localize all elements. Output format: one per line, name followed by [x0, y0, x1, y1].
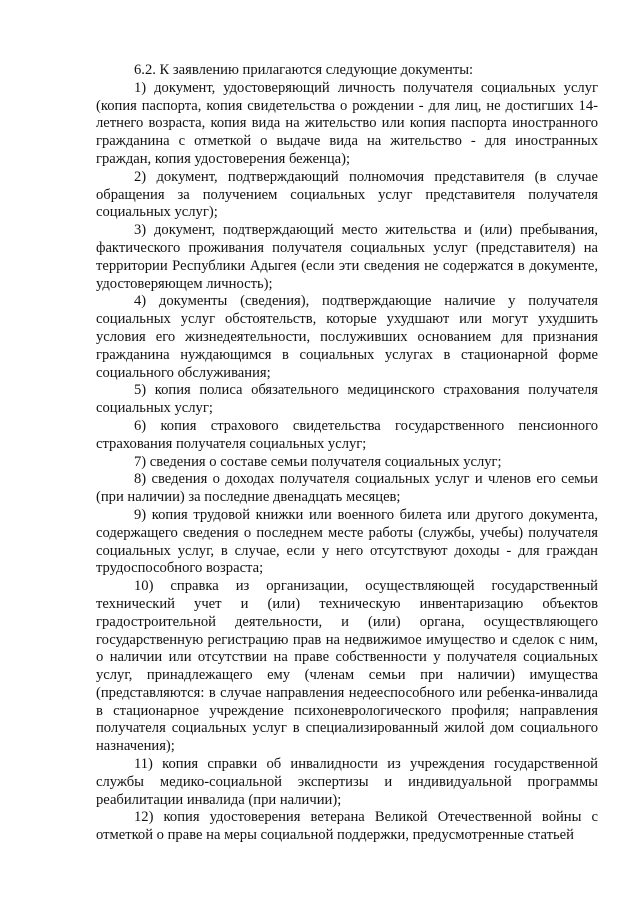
list-item: 5) копия полиса обязательного медицинского страхования получателя социальных услуг;	[96, 382, 598, 417]
list-item: 9) копия трудовой книжки или военного билета или другого документа, содержащего сведения о последнем месте работы (службы, учебы) получателя социальных услуг, в случае, если у него отсутствуют доходы - для граждан трудоспособного возраста;	[96, 506, 598, 577]
document-page	[96, 62, 598, 845]
section-heading: 6.2. К заявлению прилагаются следующие документы:	[134, 62, 474, 78]
list-item: 6) копия страхового свидетельства государственного пенсионного страхования получателя социальных услуг;	[96, 417, 598, 452]
list-item: 2) документ, подтверждающий полномочия представителя (в случае обращения за получением социальных услуг представителя получателя социальных услуг);	[96, 168, 598, 221]
list-item: 7) сведения о составе семьи получателя социальных услуг;	[134, 453, 502, 470]
list-item: 11) копия справки об инвалидности из учреждения государственной службы медико-социальной экспертизы и индивидуальной программы реабилитации инвалида (при наличии);	[96, 756, 598, 808]
list-item: 4) документы (сведения), подтверждающие наличие у получателя социальных услуг обстоятельств, которые ухудшают или могут ухудшить условия его жизнедеятельности, послуживших основанием для признания гражданина нуждающимся в социальных услугах в стационарной форме социального обслуживания;	[96, 293, 598, 381]
list-item: 1) документ, удостоверяющий личность получателя социальных услуг (копия паспорта, копия свидетельства о рождении - для лиц, не достигших 14-летнего возраста, копия вида на жительство или копия паспорта иностранного гражданина с отметкой о выдаче вида на жительство - для иностранных граждан, копия удостоверения беженца);	[96, 79, 598, 167]
list-item: 3) документ, подтверждающий место жительства и (или) пребывания, фактического проживания получателя социальных услуг (представителя) на территории Республики Адыгея (если эти сведения не содержатся в документе, удостоверяющем личность);	[96, 222, 598, 292]
list-item: 8) сведения о доходах получателя социальных услуг и членов его семьи (при наличии) за последние двенадцать месяцев;	[96, 471, 598, 506]
list-item: 12) копия удостоверения ветерана Великой Отечественной войны с отметкой о праве на меры социальной поддержки, предусмотренные статьей	[96, 809, 598, 844]
list-item: 10) справка из организации, осуществляющей государственный технический учет и (или) техническую инвентаризацию объектов градостроительной деятельности, и (или) органа, осуществляющего государственную регистрацию прав на недвижимое имущество и сделок с ним, о наличии или отсутствии на праве собственности у получателя социальных услуг, принадлежащего ему (членам семьи при наличии) имущества (представляются: в случае направления недееспособного или ребенка-инвалида в стационарное учреждение психоневрологического профиля; направления получателя социальных услуг в специализированный жилой дом социального назначения);	[96, 578, 598, 755]
